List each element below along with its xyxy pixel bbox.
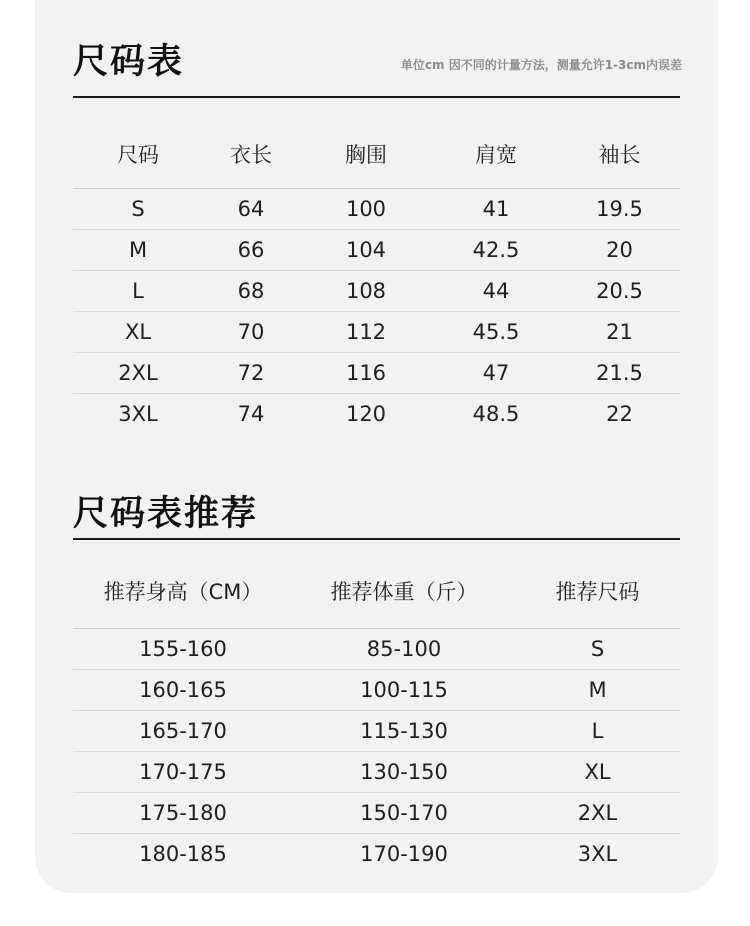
table-row (73, 793, 680, 834)
table-cell: 108 (299, 271, 433, 312)
table-cell: 2XL (73, 353, 203, 394)
table-cell: 45.5 (433, 312, 559, 353)
column-header: 推荐体重（斤） (293, 554, 515, 629)
column-header: 肩宽 (433, 120, 559, 189)
measurement-note: 单位cm 因不同的计量方法，测量允许1-3cm内误差 (400, 58, 682, 72)
table-cell: 3XL (577, 842, 618, 866)
table-row (73, 312, 680, 353)
table-cell: 48.5 (472, 402, 520, 426)
table-header-row (73, 120, 680, 189)
table-cell: 120 (345, 402, 387, 426)
table-cell: 68 (203, 271, 299, 312)
table-row (73, 670, 680, 711)
table-cell: 42.5 (433, 230, 559, 271)
table-cell: 170-175 (73, 752, 293, 793)
table-cell: XL (73, 312, 203, 353)
table-cell: L (73, 271, 203, 312)
table-cell: 170-190 (360, 842, 448, 866)
table-cell: 115-130 (293, 711, 515, 752)
table-cell: 47 (433, 353, 559, 394)
recommend-chart-table (73, 554, 680, 874)
recommend-chart-title: 尺码表推荐 (73, 494, 259, 534)
table-cell: 112 (299, 312, 433, 353)
table-cell: 165-170 (73, 711, 293, 752)
table-cell: 100-115 (293, 670, 515, 711)
size-chart-divider (73, 96, 680, 98)
table-cell: 20.5 (559, 271, 680, 312)
recommend-chart-divider (73, 538, 680, 540)
table-row (73, 629, 680, 670)
table-cell: 180-185 (139, 842, 227, 866)
table-cell: 74 (237, 402, 265, 426)
table-cell: 85-100 (293, 629, 515, 670)
table-cell: M (515, 670, 680, 711)
table-row (73, 834, 680, 875)
table-cell: 20 (559, 230, 680, 271)
table-cell: 41 (433, 189, 559, 230)
table-cell: 150-170 (293, 793, 515, 834)
column-header: 衣长 (203, 120, 299, 189)
table-cell: 70 (203, 312, 299, 353)
table-cell: 64 (203, 189, 299, 230)
table-row (73, 711, 680, 752)
table-cell: 116 (299, 353, 433, 394)
table-cell: 160-165 (73, 670, 293, 711)
table-cell: 44 (433, 271, 559, 312)
table-cell: 3XL (118, 402, 158, 426)
table-row (73, 189, 680, 230)
table-cell: 175-180 (73, 793, 293, 834)
size-chart-table (73, 120, 680, 434)
table-row (73, 271, 680, 312)
table-cell: 22 (606, 402, 633, 426)
table-cell: 2XL (515, 793, 680, 834)
table-cell: 155-160 (73, 629, 293, 670)
table-cell: L (515, 711, 680, 752)
table-cell: 104 (299, 230, 433, 271)
table-cell: 21.5 (559, 353, 680, 394)
column-header: 推荐身高（CM） (73, 554, 293, 629)
size-chart-title: 尺码表 (73, 42, 185, 82)
table-cell: 130-150 (293, 752, 515, 793)
table-row (73, 230, 680, 271)
table-cell: S (515, 629, 680, 670)
column-header: 袖长 (559, 120, 680, 189)
table-cell: M (73, 230, 203, 271)
table-row (73, 353, 680, 394)
table-cell: 72 (203, 353, 299, 394)
table-cell: 66 (203, 230, 299, 271)
table-row (73, 394, 680, 435)
column-header: 胸围 (299, 120, 433, 189)
table-header-row (73, 554, 680, 629)
table-cell: 19.5 (559, 189, 680, 230)
table-cell: 100 (299, 189, 433, 230)
table-row (73, 752, 680, 793)
table-cell: XL (515, 752, 680, 793)
column-header: 推荐尺码 (515, 554, 680, 629)
column-header: 尺码 (73, 120, 203, 189)
table-cell: 21 (559, 312, 680, 353)
table-cell: S (73, 189, 203, 230)
